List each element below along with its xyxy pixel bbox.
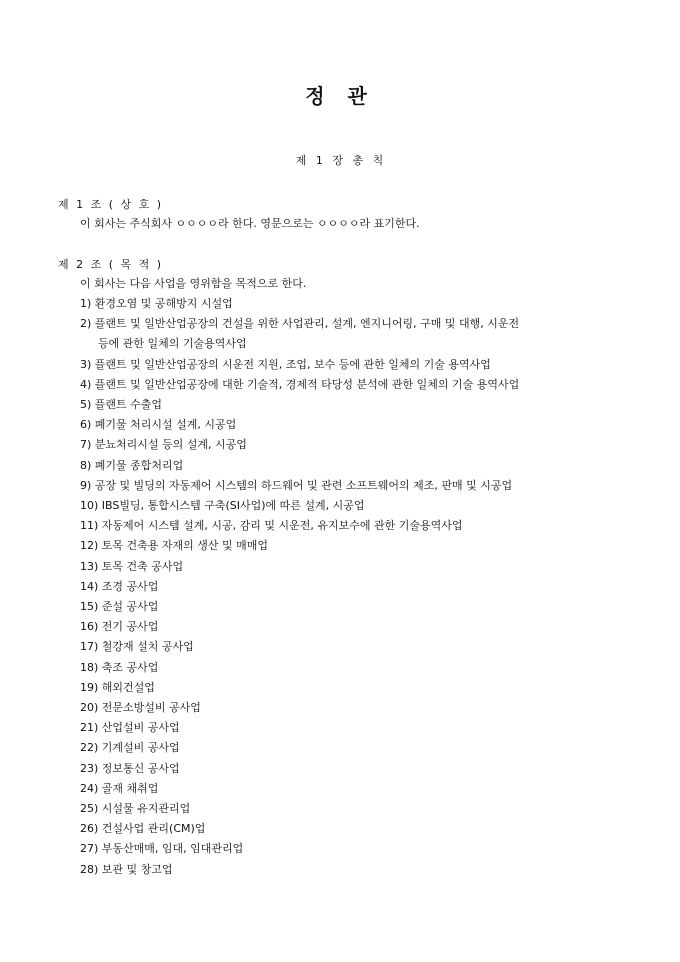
list-item-text: 플랜트 및 일반산업공장의 건설을 위한 사업관리, 설계, 엔지니어링, 구매 및 대행, 시운전 (91, 317, 520, 331)
list-item-number: 12) (80, 539, 99, 553)
list-item-number: 3) (80, 357, 92, 371)
list-item-number: 5) (80, 398, 92, 411)
list-item-text: 산업설비 공사업 (98, 721, 180, 735)
list-item-text: 분뇨처리시설 등의 설계, 시공업 (91, 438, 247, 452)
list-item (80, 780, 158, 796)
list-item-text: 시설물 유지관리업 (98, 802, 191, 815)
list-item-text: 토목 건축 공사업 (98, 559, 184, 573)
list-item-number: 20) (80, 701, 99, 714)
list-item (80, 517, 463, 533)
list-item (80, 497, 365, 513)
list-item-number: 11) (80, 519, 99, 533)
list-item-number: 1) (80, 297, 92, 310)
list-item-number: 23) (80, 761, 99, 775)
list-item-text: 폐기물 처리시설 설계, 시공업 (91, 418, 237, 432)
list-item-text: 환경오염 및 공해방지 시설업 (91, 297, 233, 310)
list-item-number: 7) (80, 438, 92, 452)
list-item-number: 13) (80, 559, 99, 573)
list-item (80, 659, 158, 675)
list-item-text: 전기 공사업 (98, 620, 159, 634)
list-item-text: IBS빌딩, 통합시스템 구축(SI사업)에 따른 설계, 시공업 (98, 499, 365, 512)
list-item (80, 558, 183, 574)
list-item-text: 축조 공사업 (98, 660, 159, 674)
list-item-number: 10) (80, 499, 99, 512)
list-item-text: 부동산매매, 임대, 임대관리업 (98, 842, 244, 856)
list-item (80, 356, 491, 372)
list-item-text: 자동제어 시스템 설계, 시공, 감리 및 시운전, 유지보수에 관한 기술용역사업 (98, 519, 463, 533)
article-2-intro: 이 회사는 다음 사업을 영위함을 목적으로 한다. (80, 277, 307, 290)
article-1-body: 이 회사는 주식회사 ㅇㅇㅇㅇ라 한다. 영문으로는 ㅇㅇㅇㅇ라 표기한다. (80, 217, 420, 230)
list-item-text: 보관 및 창고업 (98, 862, 173, 876)
list-item (80, 679, 155, 695)
list-item-text: 플랜트 및 일반산업공장에 대한 기술적, 경제적 타당성 분석에 관한 일체의 기술 용역사업 (91, 377, 520, 391)
list-item-number: 24) (80, 781, 99, 795)
list-item-number: 28) (80, 862, 99, 876)
list-item (80, 578, 158, 594)
list-item-text: 준설 공사업 (98, 600, 159, 613)
list-item (80, 719, 180, 735)
list-item-continuation: 등에 관한 일체의 기술용역사업 (98, 337, 247, 351)
list-item (80, 436, 247, 452)
list-item-text: 철강재 설치 공사업 (98, 640, 194, 654)
list-item-text: 골재 채취업 (98, 781, 159, 795)
list-item (80, 537, 268, 553)
list-item (80, 800, 190, 816)
article-1-heading: 제 1 조 ( 상 호 ) (58, 198, 163, 211)
list-item (80, 618, 158, 634)
list-item-text: 토목 건축용 자재의 생산 및 매매업 (98, 539, 269, 553)
list-item-number: 22) (80, 741, 99, 755)
list-item-number: 4) (80, 377, 92, 391)
list-item-text: 정보통신 공사업 (98, 761, 180, 775)
list-item-number: 9) (80, 478, 92, 492)
list-item (80, 315, 519, 331)
list-item (80, 861, 173, 877)
list-item-text: 플랜트 및 일반산업공장의 시운전 지원, 조업, 보수 등에 관한 일체의 기술 용역사업 (91, 357, 491, 371)
list-item-number: 15) (80, 600, 99, 613)
list-item-number: 26) (80, 822, 99, 836)
list-item-number: 6) (80, 418, 92, 432)
list-item (80, 598, 158, 614)
list-item-text: 건설사업 관리(CM)업 (98, 822, 206, 836)
list-item-number: 17) (80, 640, 99, 654)
chapter-heading: 제 1 장 총 칙 (295, 154, 385, 167)
list-item (80, 376, 519, 392)
list-item-number: 27) (80, 842, 99, 856)
list-item-number: 16) (80, 620, 99, 634)
list-item (80, 477, 512, 493)
list-item-text: 전문소방설비 공사업 (98, 701, 201, 714)
list-item-number: 14) (80, 579, 99, 593)
article-2-heading: 제 2 조 ( 목 적 ) (58, 258, 163, 271)
list-item (80, 416, 236, 432)
list-item-text: 플랜트 수출업 (91, 398, 163, 411)
list-item (80, 699, 201, 715)
list-item-text: 조경 공사업 (98, 579, 159, 593)
list-item (80, 295, 233, 311)
list-item (80, 457, 183, 473)
list-item-number: 2) (80, 317, 92, 331)
list-item (80, 820, 205, 836)
list-item (80, 760, 180, 776)
list-item-number: 18) (80, 660, 99, 674)
list-item-number: 21) (80, 721, 99, 735)
list-item-number: 25) (80, 802, 99, 815)
list-item (80, 396, 162, 412)
list-item-text: 폐기물 종합처리업 (91, 458, 184, 472)
list-item-text: 기계설비 공사업 (98, 741, 180, 755)
list-item-text: 공장 및 빌딩의 자동제어 시스템의 하드웨어 및 관련 소프트웨어의 제조, 판매 및 시공업 (91, 478, 513, 492)
list-item-number: 8) (80, 458, 92, 472)
document-title: 정 관 (305, 84, 375, 108)
list-item-text: 해외건설업 (98, 680, 155, 694)
list-item (80, 739, 180, 755)
list-item (80, 840, 243, 856)
list-item (80, 638, 194, 654)
list-item-number: 19) (80, 680, 99, 694)
